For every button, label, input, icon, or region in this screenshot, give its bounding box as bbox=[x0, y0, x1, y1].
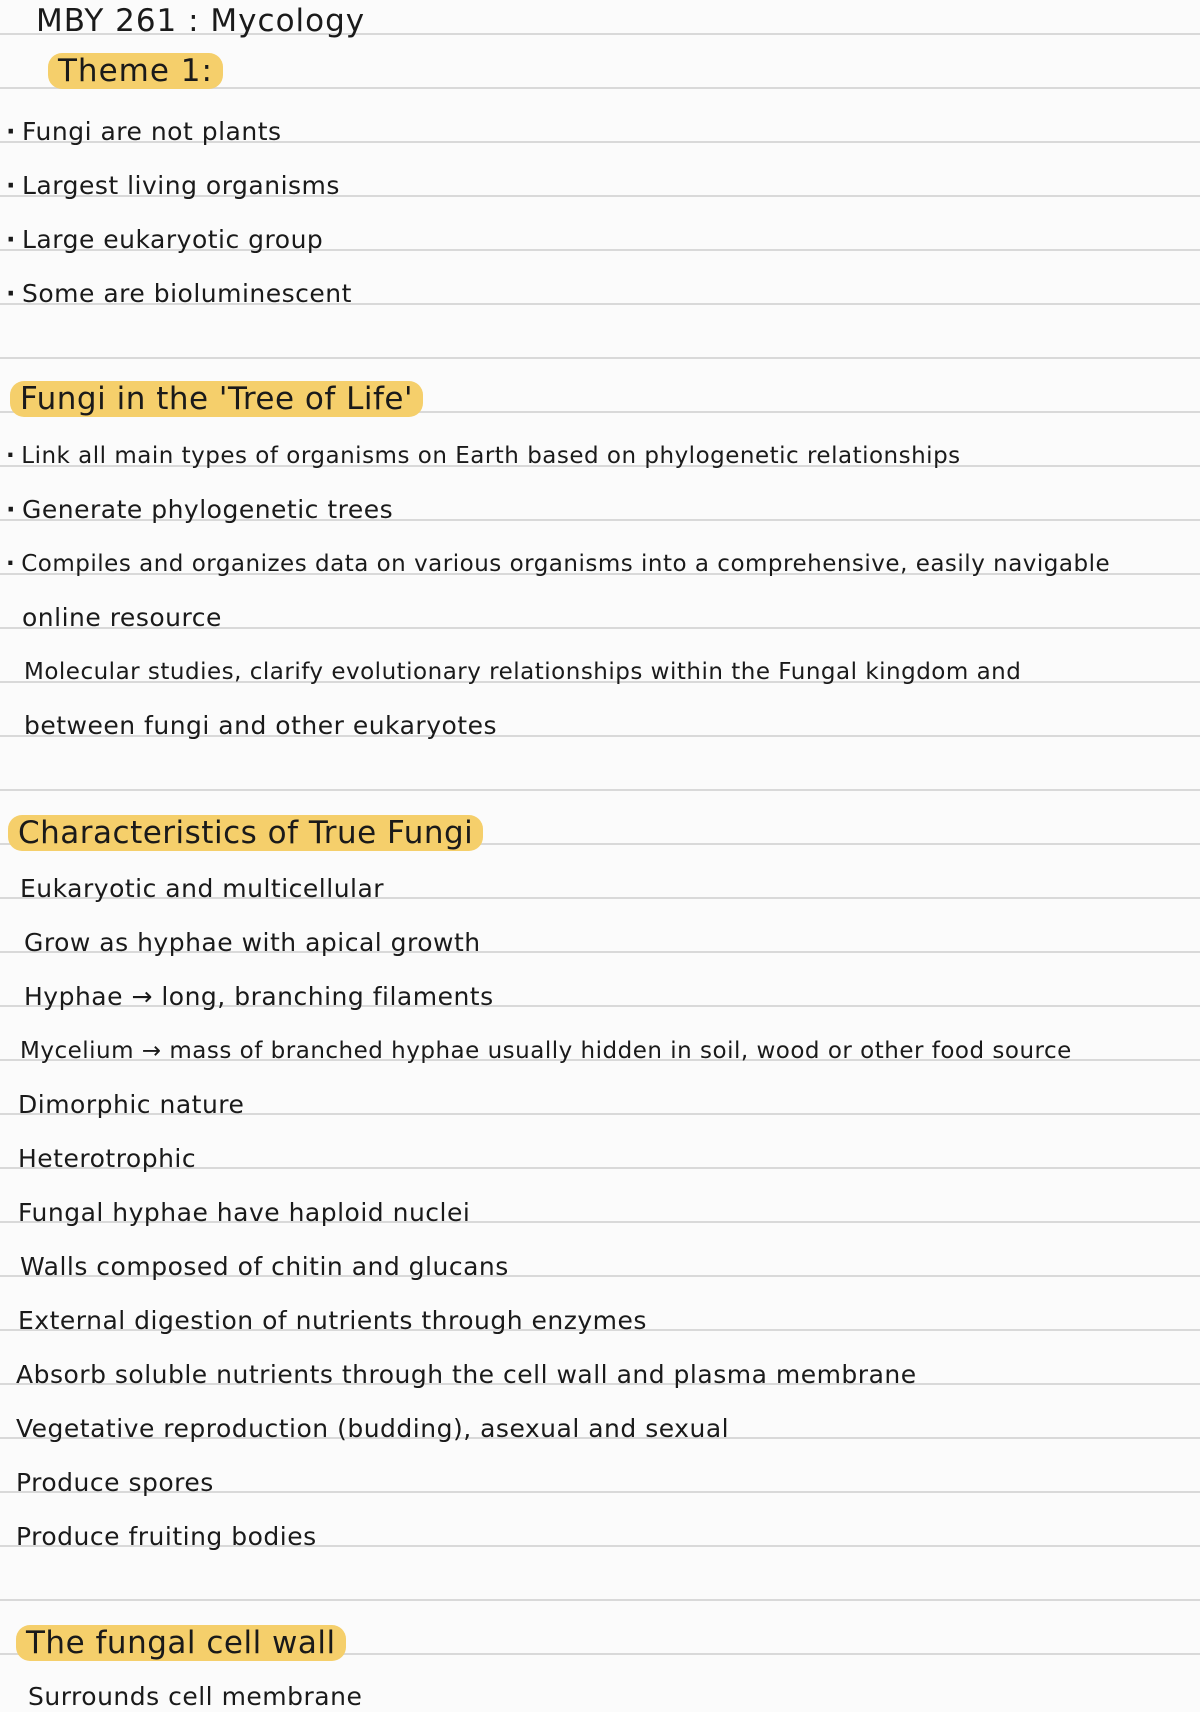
characteristic-item: Eukaryotic and multicellular bbox=[20, 874, 385, 903]
characteristics-heading: Characteristics of True Fungi bbox=[8, 818, 483, 848]
tree-item-continued: between fungi and other eukaryotes bbox=[24, 711, 497, 740]
tree-item: Molecular studies, clarify evolutionary relationships within the Fungal kingdom and bbox=[24, 659, 1022, 685]
characteristic-item: Dimorphic nature bbox=[18, 1090, 245, 1119]
page-title: MBY 261 : Mycology bbox=[36, 3, 366, 39]
characteristic-item: Walls composed of chitin and glucans bbox=[20, 1252, 509, 1281]
tree-heading: Fungi in the 'Tree of Life' bbox=[10, 384, 423, 414]
characteristic-item: Heterotrophic bbox=[18, 1144, 197, 1173]
cell-wall-heading: The fungal cell wall bbox=[16, 1628, 346, 1658]
intro-item: · Largest living organisms bbox=[6, 171, 340, 200]
characteristic-item: Mycelium → mass of branched hyphae usually hidden in soil, wood or other food source bbox=[20, 1038, 1072, 1064]
intro-item: · Fungi are not plants bbox=[6, 117, 282, 146]
tree-item: · Link all main types of organisms on Earth based on phylogenetic relationships bbox=[6, 443, 961, 469]
characteristic-item: Fungal hyphae have haploid nuclei bbox=[18, 1198, 471, 1227]
characteristic-item: Grow as hyphae with apical growth bbox=[24, 928, 481, 957]
characteristic-item: Hyphae → long, branching filaments bbox=[24, 982, 494, 1011]
tree-item: · Generate phylogenetic trees bbox=[6, 495, 394, 524]
characteristic-item: Produce fruiting bodies bbox=[16, 1522, 317, 1551]
theme-heading: Theme 1: bbox=[48, 56, 223, 86]
intro-item: · Large eukaryotic group bbox=[6, 225, 324, 254]
intro-item: · Some are bioluminescent bbox=[6, 279, 352, 308]
tree-item: · Compiles and organizes data on various organisms into a comprehensive, easily navigable bbox=[6, 551, 1111, 577]
cell-wall-item: Surrounds cell membrane bbox=[28, 1682, 363, 1711]
characteristic-item: Produce spores bbox=[16, 1468, 214, 1497]
characteristic-item: Vegetative reproduction (budding), asexual and sexual bbox=[16, 1414, 730, 1443]
characteristic-item: External digestion of nutrients through enzymes bbox=[18, 1306, 647, 1335]
tree-item-continued: online resource bbox=[22, 603, 222, 632]
characteristic-item: Absorb soluble nutrients through the cell wall and plasma membrane bbox=[16, 1360, 917, 1389]
